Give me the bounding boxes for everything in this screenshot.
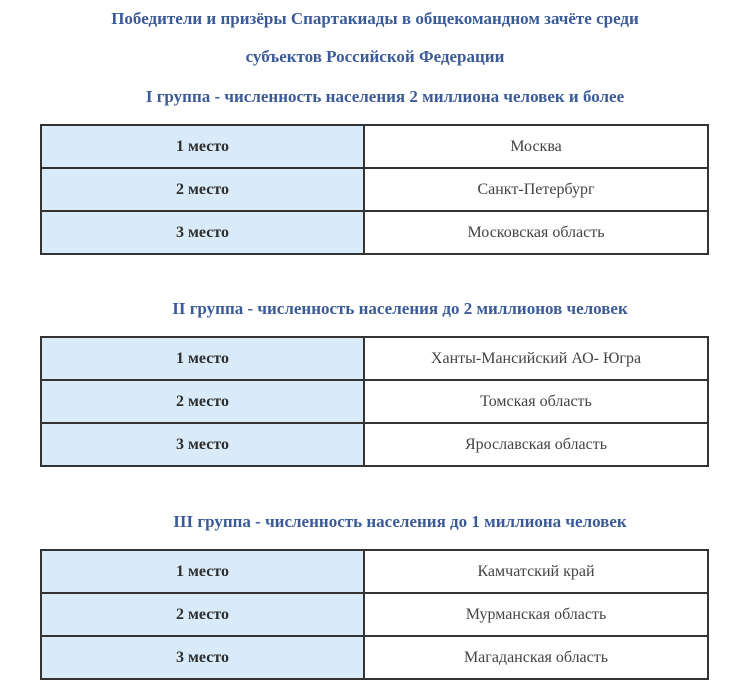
- region-cell: Ярославская область: [364, 423, 708, 466]
- place-cell: 3 место: [41, 211, 364, 254]
- place-cell: 2 место: [41, 593, 364, 636]
- table-row: [41, 636, 708, 679]
- table-row: [41, 168, 708, 211]
- table-row: [41, 593, 708, 636]
- table-row: [41, 380, 708, 423]
- group-1-results-table: [40, 124, 709, 255]
- region-cell: Магаданская область: [364, 636, 708, 679]
- place-cell: 3 место: [41, 636, 364, 679]
- place-cell: 2 место: [41, 380, 364, 423]
- region-cell: Томская область: [364, 380, 708, 423]
- group-3-heading: III группа - численность населения до 1 миллиона человек: [173, 512, 627, 531]
- group-2-heading: II группа - численность населения до 2 миллионов человек: [172, 299, 628, 318]
- table-row: [41, 423, 708, 466]
- group-2-results-table: [40, 336, 709, 467]
- table-row: [41, 125, 708, 168]
- table-row: [41, 550, 708, 593]
- table-row: [41, 337, 708, 380]
- table-row: [41, 211, 708, 254]
- region-cell: Ханты-Мансийский АО- Югра: [364, 337, 708, 380]
- place-cell: 1 место: [41, 125, 364, 168]
- page-title-line-2: субъектов Российской Федерации: [245, 47, 505, 66]
- region-cell: Камчатский край: [364, 550, 708, 593]
- region-cell: Москва: [364, 125, 708, 168]
- place-cell: 1 место: [41, 337, 364, 380]
- group-1-heading: I группа - численность населения 2 миллиона человек и более: [145, 87, 625, 106]
- region-cell: Санкт-Петербург: [364, 168, 708, 211]
- place-cell: 1 место: [41, 550, 364, 593]
- place-cell: 3 место: [41, 423, 364, 466]
- place-cell: 2 место: [41, 168, 364, 211]
- group-3-results-table: [40, 549, 709, 680]
- page-title-line-1: Победители и призёры Спартакиады в общекомандном зачёте среди: [111, 9, 639, 28]
- region-cell: Московская область: [364, 211, 708, 254]
- region-cell: Мурманская область: [364, 593, 708, 636]
